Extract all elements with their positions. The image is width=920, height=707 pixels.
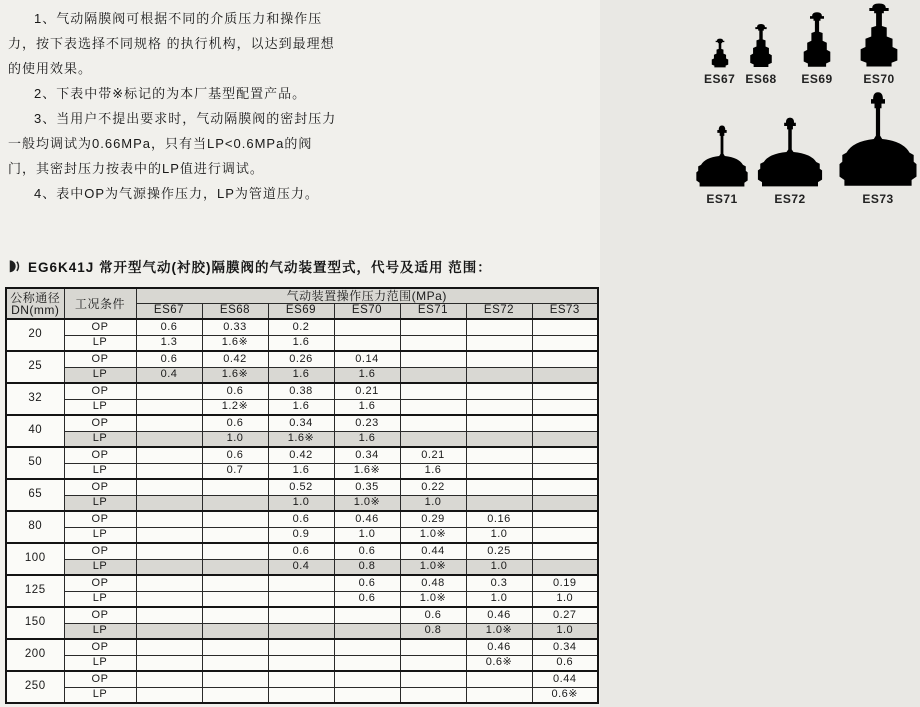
pressure-cell [136, 655, 202, 671]
condition-cell: LP [64, 495, 136, 511]
pressure-cell: 0.48 [400, 575, 466, 591]
pressure-cell [202, 687, 268, 703]
valve-figure-label: ES68 [745, 72, 777, 86]
pressure-cell [268, 623, 334, 639]
pressure-cell [466, 447, 532, 463]
model-header-es67: ES67 [136, 303, 202, 319]
pressure-range-header: 气动装置操作压力范围(MPa) [136, 288, 598, 303]
pressure-cell: 0.7 [202, 463, 268, 479]
pressure-cell: 1.6 [268, 367, 334, 383]
table-row-lp [6, 559, 598, 575]
pressure-cell [466, 319, 532, 335]
dn-cell: 150 [6, 607, 64, 639]
pressure-cell: 0.26 [268, 351, 334, 367]
pressure-cell [532, 527, 598, 543]
pressure-cell: 1.0 [334, 527, 400, 543]
condition-cell: OP [64, 319, 136, 335]
pressure-cell: 0.25 [466, 543, 532, 559]
section-title [6, 256, 596, 276]
pressure-cell [202, 527, 268, 543]
condition-cell: LP [64, 559, 136, 575]
pressure-cell [136, 559, 202, 575]
table-row-op [6, 671, 598, 687]
table-row-op [6, 319, 598, 335]
note-4: 4、表中OP为气源操作压力，LP为管道压力。 [34, 186, 319, 201]
pressure-cell [466, 671, 532, 687]
pressure-cell: 0.2 [268, 319, 334, 335]
pressure-cell: 0.6 [136, 319, 202, 335]
table-row-lp [6, 463, 598, 479]
pressure-cell [532, 447, 598, 463]
pressure-cell: 1.0 [400, 495, 466, 511]
section-bullet-icon [6, 258, 21, 274]
pressure-cell [400, 671, 466, 687]
valve-figure-label: ES73 [862, 192, 894, 206]
pressure-cell: 0.46 [466, 607, 532, 623]
pressure-cell: 0.6 [334, 591, 400, 607]
pressure-cell [268, 687, 334, 703]
pressure-cell: 0.33 [202, 319, 268, 335]
pressure-cell: 0.4 [268, 559, 334, 575]
pressure-cell: 0.52 [268, 479, 334, 495]
model-header-es68: ES68 [202, 303, 268, 319]
dn-cell: 80 [6, 511, 64, 543]
section-title-text: EG6K41J 常开型气动(衬胶)隔膜阀的气动装置型式，代号及适用 范围： [28, 260, 492, 275]
pressure-cell [532, 431, 598, 447]
table-header [6, 288, 598, 319]
pressure-cell [136, 399, 202, 415]
pressure-cell: 1.6 [334, 431, 400, 447]
pressure-cell [202, 639, 268, 655]
valve-bell-icon [796, 11, 838, 68]
pressure-cell: 0.21 [334, 383, 400, 399]
pressure-cell: 0.9 [268, 527, 334, 543]
dn-cell: 250 [6, 671, 64, 703]
condition-cell: OP [64, 671, 136, 687]
pressure-cell [268, 671, 334, 687]
pressure-cell [202, 479, 268, 495]
pressure-cell: 1.0 [466, 591, 532, 607]
pressure-cell: 1.6※ [268, 431, 334, 447]
pressure-cell [136, 495, 202, 511]
pressure-cell [136, 479, 202, 495]
valve-figure-es71 [694, 124, 750, 206]
pressure-cell [268, 655, 334, 671]
pressure-cell: 0.44 [532, 671, 598, 687]
pressure-cell: 1.6 [268, 463, 334, 479]
pressure-cell [532, 543, 598, 559]
pressure-cell: 1.0※ [334, 495, 400, 511]
pressure-cell [268, 639, 334, 655]
table-row-lp [6, 335, 598, 351]
pressure-cell: 0.6 [202, 415, 268, 431]
pressure-cell: 0.46 [334, 511, 400, 527]
pressure-cell: 1.6 [268, 335, 334, 351]
table-row-lp [6, 399, 598, 415]
pressure-cell [334, 639, 400, 655]
pressure-cell: 0.42 [268, 447, 334, 463]
pressure-cell [334, 623, 400, 639]
pressure-cell [334, 687, 400, 703]
table-row-op [6, 415, 598, 431]
pressure-cell: 0.6 [532, 655, 598, 671]
pressure-cell [136, 623, 202, 639]
pressure-cell: 1.0※ [400, 559, 466, 575]
dn-cell: 65 [6, 479, 64, 511]
dn-cell: 200 [6, 639, 64, 671]
dn-cell: 50 [6, 447, 64, 479]
pressure-cell [400, 351, 466, 367]
notes-block [8, 6, 340, 206]
condition-cell: LP [64, 431, 136, 447]
pressure-cell: 1.6※ [202, 367, 268, 383]
pressure-cell [136, 607, 202, 623]
pressure-cell [532, 335, 598, 351]
table-row-op [6, 575, 598, 591]
valve-figure-es68 [744, 23, 778, 86]
table-row-lp [6, 431, 598, 447]
condition-cell: LP [64, 623, 136, 639]
pressure-cell: 0.35 [334, 479, 400, 495]
pressure-cell: 0.6 [400, 607, 466, 623]
model-header-es70: ES70 [334, 303, 400, 319]
pressure-cell [400, 639, 466, 655]
condition-cell: LP [64, 687, 136, 703]
dn-cell: 40 [6, 415, 64, 447]
valve-figure-es70 [850, 2, 908, 86]
condition-cell: OP [64, 351, 136, 367]
valve-figures [340, 0, 895, 250]
table-row-op [6, 351, 598, 367]
valve-figure-label: ES69 [801, 72, 833, 86]
pressure-cell [466, 351, 532, 367]
dn-column-header [6, 288, 64, 319]
valve-figure-label: ES72 [774, 192, 806, 206]
pressure-cell: 1.3 [136, 335, 202, 351]
pressure-cell [136, 575, 202, 591]
pressure-cell: 1.0※ [400, 527, 466, 543]
pressure-cell: 1.6 [268, 399, 334, 415]
pressure-cell [466, 431, 532, 447]
pressure-cell [466, 367, 532, 383]
valve-figure-label: ES70 [863, 72, 895, 86]
pressure-cell: 1.6 [334, 399, 400, 415]
pressure-cell: 0.6 [268, 511, 334, 527]
valve-dome-icon [755, 116, 825, 188]
pressure-cell [400, 431, 466, 447]
pressure-cell: 1.0※ [400, 591, 466, 607]
pressure-cell [202, 543, 268, 559]
valve-bell-icon [744, 23, 778, 68]
pressure-cell [400, 399, 466, 415]
pressure-cell: 1.2※ [202, 399, 268, 415]
pressure-cell: 0.3 [466, 575, 532, 591]
pressure-cell: 0.38 [268, 383, 334, 399]
pressure-cell: 0.27 [532, 607, 598, 623]
pressure-cell [136, 591, 202, 607]
pressure-cell [202, 655, 268, 671]
table-row-op [6, 479, 598, 495]
table-row-lp [6, 655, 598, 671]
condition-cell: LP [64, 591, 136, 607]
pressure-cell [136, 543, 202, 559]
pressure-cell [400, 367, 466, 383]
pressure-cell [466, 495, 532, 511]
condition-cell: OP [64, 511, 136, 527]
pressure-cell [202, 607, 268, 623]
pressure-cell: 0.6 [202, 447, 268, 463]
pressure-cell [532, 463, 598, 479]
pressure-cell [466, 335, 532, 351]
pressure-cell: 1.0 [202, 431, 268, 447]
model-header-es72: ES72 [466, 303, 532, 319]
pressure-cell [136, 511, 202, 527]
pressure-cell [136, 463, 202, 479]
pressure-cell: 0.23 [334, 415, 400, 431]
pressure-cell: 1.6 [334, 367, 400, 383]
dn-cell: 32 [6, 383, 64, 415]
pressure-cell [334, 655, 400, 671]
pressure-table-body [6, 319, 598, 703]
pressure-cell: 0.21 [400, 447, 466, 463]
pressure-cell [400, 319, 466, 335]
pressure-cell [202, 511, 268, 527]
pressure-cell: 0.16 [466, 511, 532, 527]
pressure-cell: 1.0 [466, 559, 532, 575]
table-row-lp [6, 591, 598, 607]
condition-cell: LP [64, 399, 136, 415]
condition-cell: OP [64, 607, 136, 623]
pressure-cell [334, 607, 400, 623]
pressure-cell [202, 495, 268, 511]
pressure-cell [202, 559, 268, 575]
pressure-cell [334, 319, 400, 335]
valve-figure-es69 [796, 11, 838, 86]
pressure-cell: 1.0※ [466, 623, 532, 639]
pressure-cell [202, 671, 268, 687]
table-row-op [6, 639, 598, 655]
pressure-cell: 0.4 [136, 367, 202, 383]
pressure-cell: 0.44 [400, 543, 466, 559]
table-row-op [6, 543, 598, 559]
pressure-cell: 1.6※ [334, 463, 400, 479]
pressure-cell: 0.6 [268, 543, 334, 559]
pressure-cell [532, 415, 598, 431]
pressure-cell [400, 415, 466, 431]
note-1: 1、气动隔膜阀可根据不同的介质压力和操作压力，按下表选择不同规格 的执行机构，以达到最理想的使用效果。 [8, 11, 335, 76]
pressure-cell [400, 655, 466, 671]
valve-figure-label: ES67 [704, 72, 736, 86]
valve-bell-icon [707, 38, 733, 68]
pressure-cell: 0.6 [202, 383, 268, 399]
pressure-cell [532, 495, 598, 511]
pressure-cell: 0.34 [334, 447, 400, 463]
pressure-cell [400, 335, 466, 351]
pressure-cell [334, 671, 400, 687]
pressure-table [5, 287, 599, 704]
pressure-cell [532, 399, 598, 415]
table-row-lp [6, 495, 598, 511]
pressure-cell [400, 383, 466, 399]
model-header-es73: ES73 [532, 303, 598, 319]
pressure-cell [136, 415, 202, 431]
valve-bell-icon [850, 2, 908, 68]
dn-cell: 125 [6, 575, 64, 607]
pressure-cell [136, 431, 202, 447]
pressure-cell [532, 319, 598, 335]
pressure-cell: 0.6※ [532, 687, 598, 703]
condition-cell: LP [64, 367, 136, 383]
condition-cell: LP [64, 655, 136, 671]
table-row-op [6, 607, 598, 623]
pressure-cell [268, 607, 334, 623]
pressure-cell [466, 399, 532, 415]
table-row-op [6, 511, 598, 527]
pressure-cell: 0.6 [136, 351, 202, 367]
pressure-cell [136, 639, 202, 655]
model-header-es71: ES71 [400, 303, 466, 319]
pressure-cell: 1.0 [532, 623, 598, 639]
pressure-cell [268, 591, 334, 607]
table-row-lp [6, 623, 598, 639]
dn-header-line1: 公称通径 [10, 290, 61, 305]
dn-cell: 20 [6, 319, 64, 351]
table-row-op [6, 447, 598, 463]
pressure-cell [532, 559, 598, 575]
pressure-cell [532, 479, 598, 495]
pressure-cell [268, 575, 334, 591]
pressure-cell: 0.34 [532, 639, 598, 655]
condition-cell: LP [64, 463, 136, 479]
dn-cell: 100 [6, 543, 64, 575]
condition-column-header: 工况条件 [64, 288, 136, 319]
pressure-cell [334, 335, 400, 351]
dn-header-line2: DN(mm) [11, 302, 60, 317]
pressure-cell [400, 687, 466, 703]
pressure-cell [466, 383, 532, 399]
table-row-lp [6, 367, 598, 383]
condition-cell: LP [64, 335, 136, 351]
note-3: 3、当用户不提出要求时，气动隔膜阀的密封压力一般均调试为0.66MPa，只有当LP<0.6MPa的阀门，其密封压力按表中的LP值进行调试。 [8, 111, 337, 176]
condition-cell: LP [64, 527, 136, 543]
pressure-cell [466, 415, 532, 431]
valve-figure-label: ES71 [706, 192, 738, 206]
pressure-cell: 0.42 [202, 351, 268, 367]
valve-dome-icon [694, 124, 750, 188]
table-row-lp [6, 687, 598, 703]
pressure-cell: 0.34 [268, 415, 334, 431]
pressure-cell [466, 463, 532, 479]
note-2: 2、下表中带※标记的为本厂基型配置产品。 [34, 86, 307, 101]
valve-dome-icon [836, 90, 920, 188]
pressure-cell: 0.29 [400, 511, 466, 527]
valve-figure-es73 [836, 90, 920, 206]
pressure-cell [136, 383, 202, 399]
pressure-cell [466, 687, 532, 703]
pressure-cell [532, 511, 598, 527]
condition-cell: OP [64, 479, 136, 495]
pressure-cell: 0.46 [466, 639, 532, 655]
pressure-cell: 0.8 [334, 559, 400, 575]
pressure-cell [532, 383, 598, 399]
pressure-cell [202, 591, 268, 607]
pressure-cell: 0.6※ [466, 655, 532, 671]
table-row-op [6, 383, 598, 399]
pressure-cell: 1.6※ [202, 335, 268, 351]
model-header-es69: ES69 [268, 303, 334, 319]
pressure-cell: 0.6 [334, 575, 400, 591]
pressure-cell: 0.14 [334, 351, 400, 367]
pressure-cell: 0.6 [334, 543, 400, 559]
pressure-cell [136, 687, 202, 703]
pressure-cell: 1.0 [532, 591, 598, 607]
dn-cell: 25 [6, 351, 64, 383]
valve-figure-es72 [755, 116, 825, 206]
condition-cell: OP [64, 447, 136, 463]
pressure-cell [136, 447, 202, 463]
condition-cell: OP [64, 543, 136, 559]
pressure-cell [532, 367, 598, 383]
pressure-cell: 0.19 [532, 575, 598, 591]
pressure-cell: 0.22 [400, 479, 466, 495]
condition-cell: OP [64, 575, 136, 591]
pressure-cell [202, 575, 268, 591]
condition-cell: OP [64, 639, 136, 655]
condition-cell: OP [64, 383, 136, 399]
pressure-cell [466, 479, 532, 495]
pressure-cell: 1.6 [400, 463, 466, 479]
valve-figure-es67 [704, 38, 735, 86]
pressure-cell [136, 527, 202, 543]
table-row-lp [6, 527, 598, 543]
pressure-cell: 1.0 [466, 527, 532, 543]
pressure-cell: 1.0 [268, 495, 334, 511]
pressure-cell [532, 351, 598, 367]
pressure-cell: 0.8 [400, 623, 466, 639]
pressure-cell [202, 623, 268, 639]
pressure-cell [136, 671, 202, 687]
condition-cell: OP [64, 415, 136, 431]
